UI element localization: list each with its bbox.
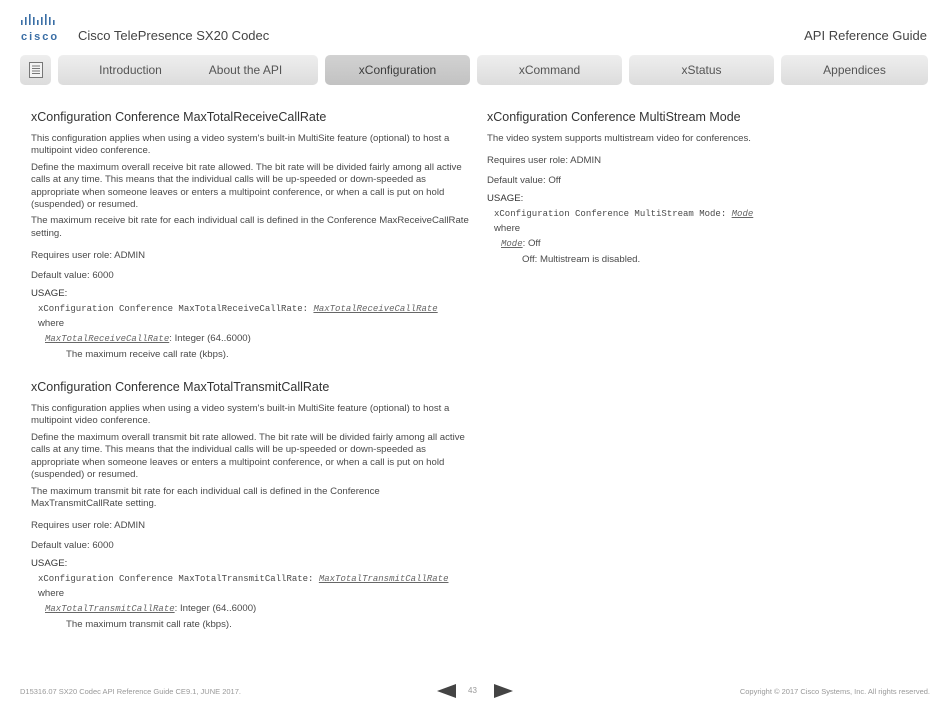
usage-code <box>38 573 471 586</box>
default-value: Default value: Off <box>487 174 561 186</box>
value-definition <box>45 331 471 347</box>
user-role: Requires user role: ADMIN <box>31 250 146 262</box>
description: This configuration applies when using a video system's built-in MultiSite feature (optional) to host a multipoint video conference. <box>31 133 450 157</box>
page-number: 43 <box>468 686 477 695</box>
description: This configuration applies when using a video system's built-in MultiSite feature (optional) to host a multipoint video conference. <box>31 403 450 427</box>
section-max-total-transmit-call-rate <box>31 380 471 632</box>
section-title: xConfiguration Conference MaxTotalReceiveCallRate <box>31 110 327 124</box>
document-list-icon <box>29 62 43 78</box>
section-max-total-receive-call-rate <box>31 110 471 362</box>
description: Define the maximum overall transmit bit rate allowed. The bit rate will be divided fairly among all active calls at any time. This means that the individual calls will be up-speeded or down-speeded as appropriate when someone leaves or enters a multipoint conference, or when a call is put on hold (suspended) or resumed. <box>31 431 465 481</box>
right-column <box>487 110 927 285</box>
value-name: Mode <box>501 239 523 250</box>
description: The maximum receive bit rate for each individual call is defined in the Conference MaxReceiveCallRate setting. <box>31 215 469 239</box>
usage-label: USAGE: <box>31 288 68 300</box>
guide-title: API Reference Guide <box>804 28 927 43</box>
default-value: Default value: 6000 <box>31 269 114 281</box>
default-value: Default value: 6000 <box>31 539 114 551</box>
value-description: Off: Multistream is disabled. <box>522 254 641 266</box>
document-id: D15316.07 SX20 Codec API Reference Guide CE9.1, JUNE 2017. <box>20 687 241 696</box>
tab-introduction[interactable]: Introduction <box>58 55 203 85</box>
tab-xcommand[interactable]: xCommand <box>477 55 622 85</box>
where-label: where <box>494 223 521 235</box>
value-description: The maximum transmit call rate (kbps). <box>66 619 232 631</box>
value-description: The maximum receive call rate (kbps). <box>66 349 229 361</box>
pager <box>437 683 517 699</box>
value-type: : Off <box>522 238 541 250</box>
code-prefix: xConfiguration Conference MaxTotalTransmitCallRate: <box>38 574 319 585</box>
usage-label: USAGE: <box>31 558 68 570</box>
usage-code <box>38 303 471 316</box>
value-name: MaxTotalTransmitCallRate <box>45 604 175 615</box>
section-title: xConfiguration Conference MaxTotalTransmitCallRate <box>31 380 330 395</box>
usage-code <box>494 208 927 221</box>
previous-page-icon[interactable] <box>437 684 456 698</box>
logo-text: cisco <box>21 31 60 43</box>
left-column <box>31 110 471 650</box>
value-type: : Integer (64..6000) <box>169 333 251 345</box>
copyright: Copyright © 2017 Cisco Systems, Inc. All rights reserved. <box>739 687 930 696</box>
top-navigation <box>20 55 928 85</box>
tab-xstatus[interactable]: xStatus <box>629 55 774 85</box>
tab-xconfiguration[interactable]: xConfiguration <box>325 55 470 85</box>
section-multistream-mode <box>487 110 927 267</box>
menu-button[interactable] <box>20 55 51 85</box>
value-name: MaxTotalReceiveCallRate <box>45 334 170 345</box>
next-page-icon[interactable] <box>494 684 513 698</box>
description: The maximum transmit bit rate for each individual call is defined in the Conference MaxTransmitCallRate setting. <box>31 485 380 509</box>
description: Define the maximum overall receive bit rate allowed. The bit rate will be divided fairly among all active calls at any time. This means that the individual calls will be up-speeded or down-speeded as appropriate when someone leaves or enters a multipoint conference, or when a call is put on hold (suspended) or resumed. <box>31 161 462 211</box>
user-role: Requires user role: ADMIN <box>487 155 602 167</box>
cisco-logo <box>20 14 64 44</box>
usage-label: USAGE: <box>487 193 524 205</box>
value-type: : Integer (64..6000) <box>174 603 257 615</box>
where-label: where <box>38 318 65 330</box>
user-role: Requires user role: ADMIN <box>31 520 146 532</box>
code-prefix: xConfiguration Conference MaxTotalReceiveCallRate: <box>38 304 314 315</box>
code-param: MaxTotalReceiveCallRate <box>313 304 438 315</box>
code-prefix: xConfiguration Conference MultiStream Mode: <box>494 209 732 220</box>
description: The video system supports multistream video for conferences. <box>487 133 751 144</box>
where-label: where <box>38 588 65 600</box>
value-definition <box>501 236 927 252</box>
tab-about-the-api[interactable]: About the API <box>173 55 318 85</box>
code-param: Mode <box>731 209 754 220</box>
section-title: xConfiguration Conference MultiStream Mode <box>487 110 741 124</box>
value-definition <box>45 601 471 617</box>
product-title: Cisco TelePresence SX20 Codec <box>78 28 270 43</box>
code-param: MaxTotalTransmitCallRate <box>318 574 449 585</box>
tab-appendices[interactable]: Appendices <box>781 55 928 85</box>
